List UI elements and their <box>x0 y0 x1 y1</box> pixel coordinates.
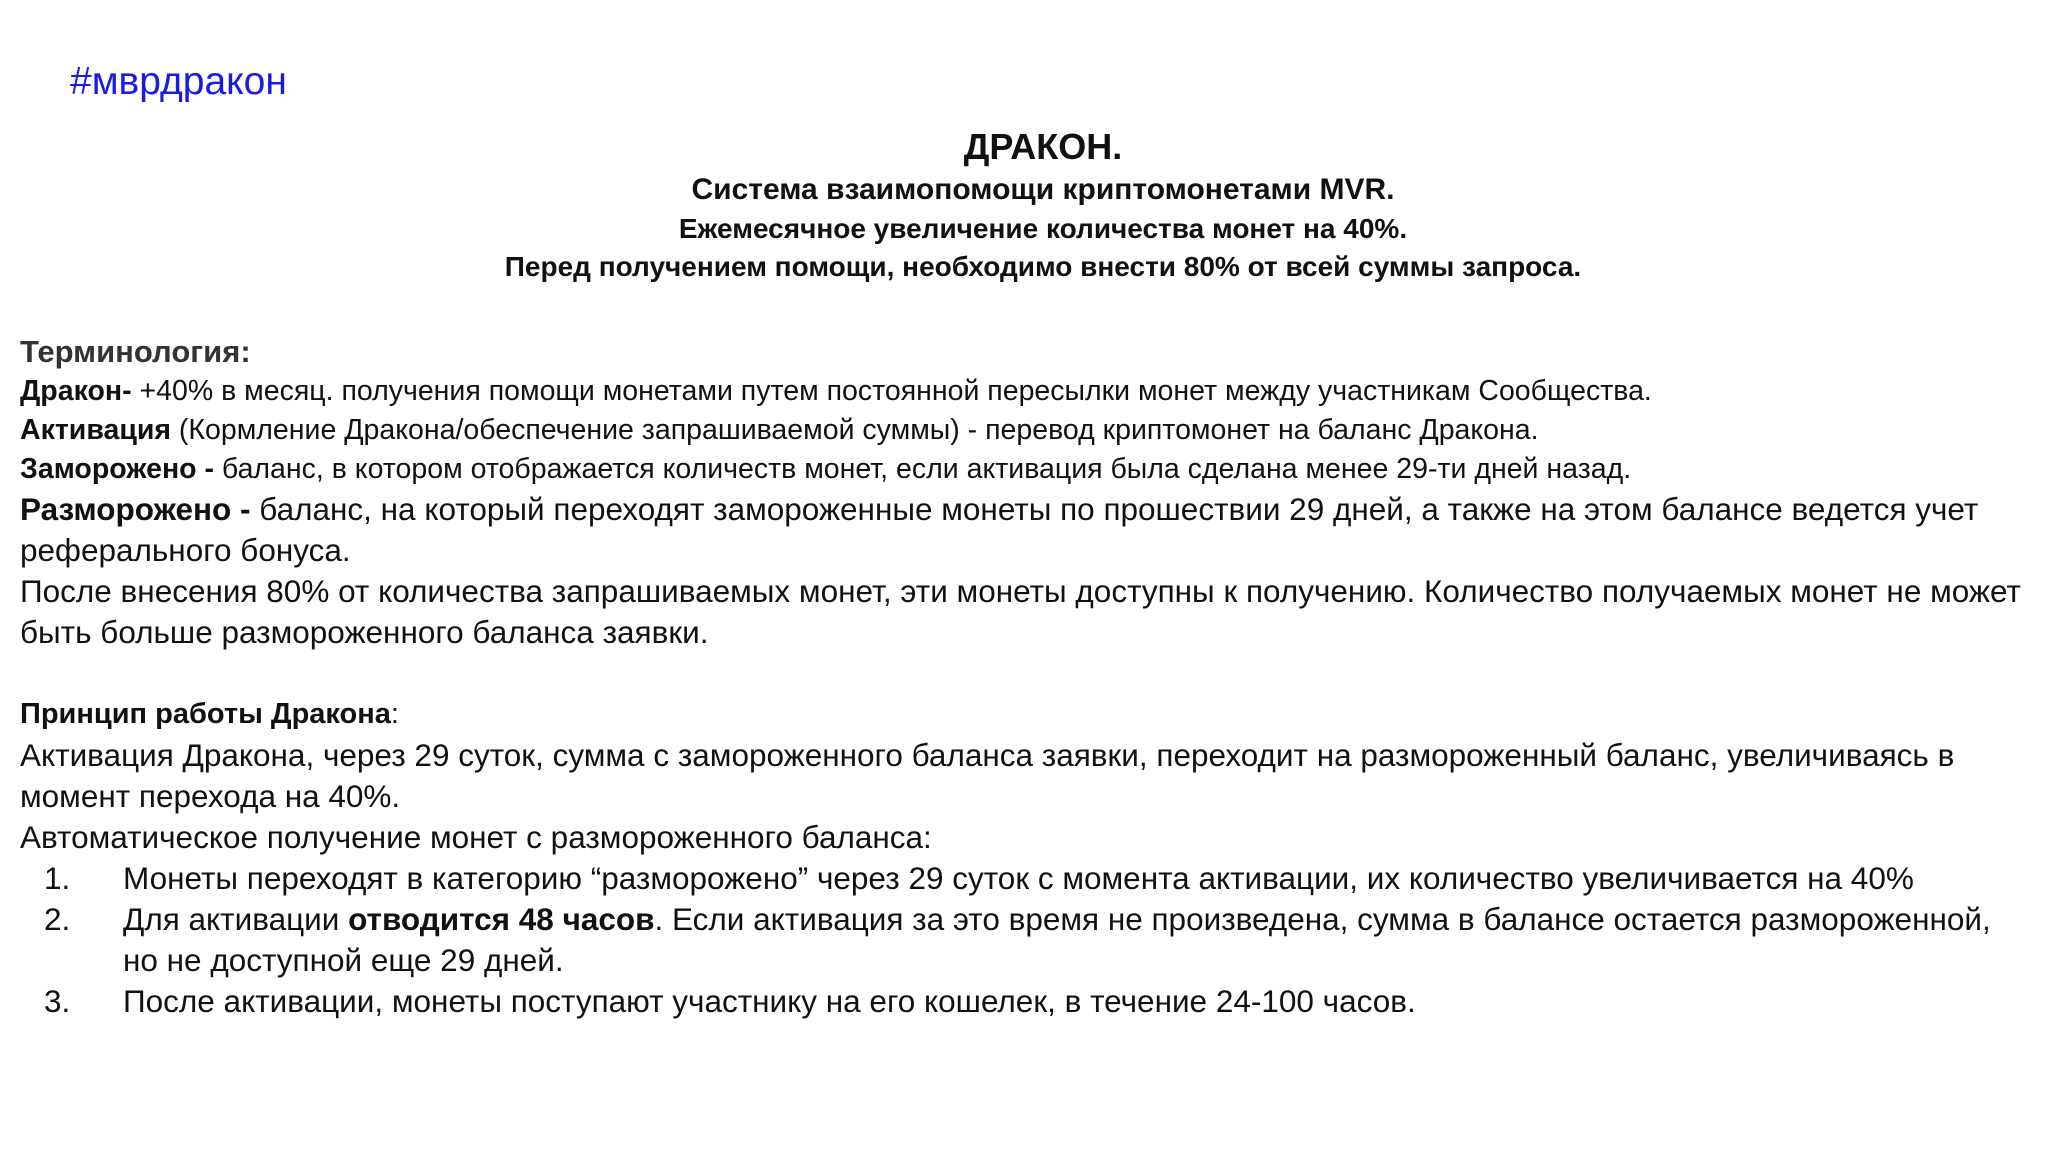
list-item-text: После активации, монеты поступают участнику на его кошелек, в течение 24-100 часов. <box>123 983 1416 1019</box>
term-activation <box>20 411 2030 450</box>
list-item <box>20 899 2030 981</box>
list-item-number: 3. <box>44 983 71 1019</box>
document-body <box>20 332 2030 1022</box>
hashtag-link[interactable]: #мврдракон <box>70 60 287 103</box>
list-item-text: Для активации <box>123 901 349 937</box>
terminology-heading: Терминология: <box>20 334 251 369</box>
section-spacer <box>20 653 2030 694</box>
document-header <box>0 124 2048 286</box>
list-item-number: 1. <box>44 860 71 896</box>
term-unfrozen <box>20 489 2030 571</box>
principle-heading-text: Принцип работы Дракона <box>20 698 391 730</box>
list-item <box>20 858 2030 899</box>
term-label: Разморожено - <box>20 491 251 527</box>
principle-heading <box>20 694 2030 735</box>
term-definition: баланс, в котором отображается количеств монет, если активация была сделана менее 29-ти дней назад. <box>213 453 1632 485</box>
principle-steps-list <box>20 858 2030 1022</box>
principle-paragraph-2: Автоматическое получение монет с размороженного баланса: <box>20 819 932 855</box>
document-title: ДРАКОН. <box>963 126 1123 167</box>
list-item-text: Монеты переходят в категорию “разморожено” через 29 суток с момента активации, их количество увеличивается на 40% <box>123 860 1914 896</box>
principle-heading-suffix: : <box>390 698 399 730</box>
list-item-emphasis: отводится 48 часов <box>348 901 655 937</box>
principle-paragraph-1: Активация Дракона, через 29 суток, сумма с замороженного баланса заявки, переходит на размороженный баланс, увеличиваясь в момент перехода на 40%. <box>20 737 1955 814</box>
document-subtitle-system: Система взаимопомощи криптомонетами MVR. <box>691 173 1395 206</box>
term-label: Активация <box>20 414 171 446</box>
document-subtitle-requirement: Перед получением помощи, необходимо внести 80% от всей суммы запроса. <box>504 251 1582 282</box>
term-frozen <box>20 450 2030 489</box>
terminology-note: После внесения 80% от количества запрашиваемых монет, эти монеты доступны к получению. Количество получаемых монет не может быть больше размороженного баланса заявки. <box>20 573 2021 650</box>
term-definition: баланс, на который переходят замороженные монеты по прошествии 29 дней, а также на этом балансе ведется учет реферального бонуса. <box>20 491 1979 568</box>
list-item-text-continued: . Если активация за это время не произведена, сумма в балансе остается размороженной, но не доступной еще 29 дней. <box>123 901 1991 978</box>
list-item-number: 2. <box>44 901 71 937</box>
term-label: Заморожено - <box>20 453 214 485</box>
term-definition: +40% в месяц. получения помощи монетами путем постоянной пересылки монет между участникам Сообщества. <box>131 375 1652 407</box>
document-subtitle-growth: Ежемесячное увеличение количества монет на 40%. <box>678 213 1408 244</box>
term-definition: (Кормление Дракона/обеспечение запрашиваемой суммы) - перевод криптомонет на баланс Дракона. <box>171 414 1539 446</box>
term-dragon <box>20 372 2030 411</box>
list-item <box>20 981 2030 1022</box>
term-label: Дракон- <box>20 375 132 407</box>
